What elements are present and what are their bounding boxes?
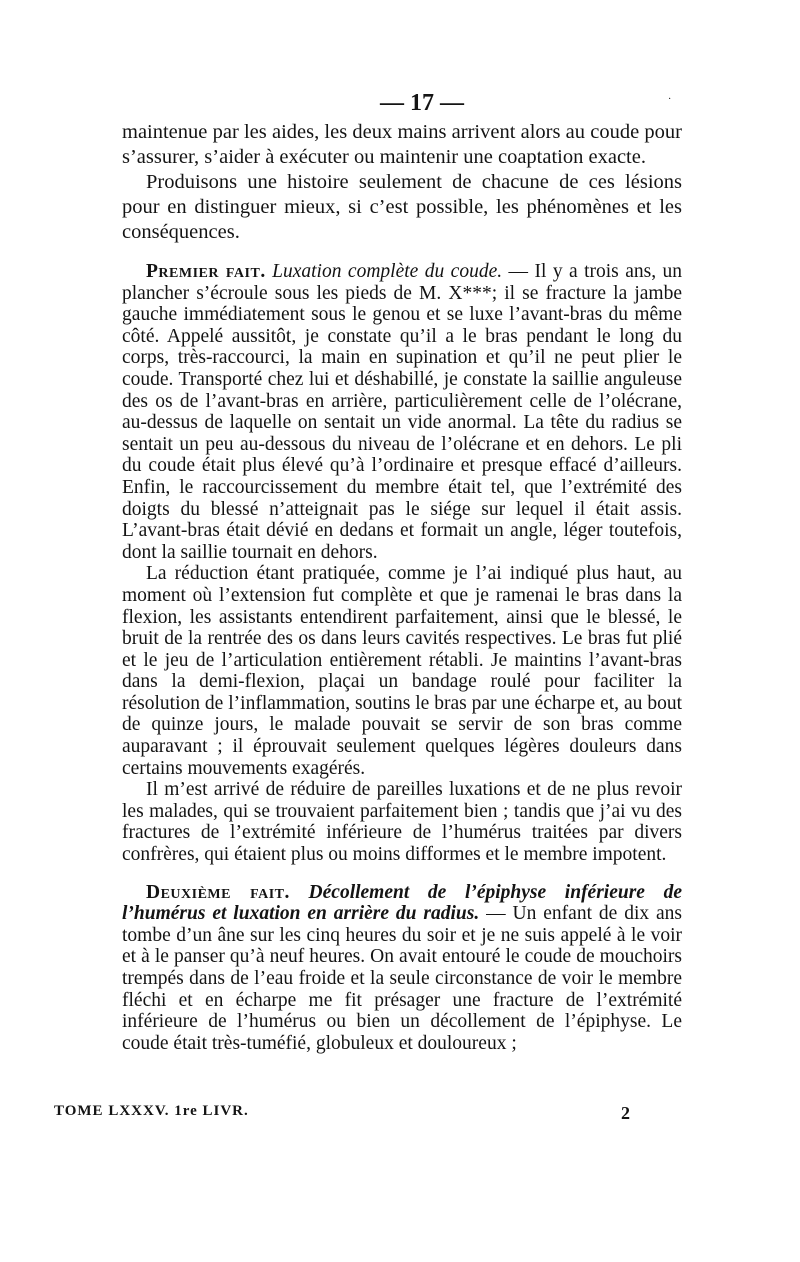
case-1-paragraph-1 xyxy=(122,261,682,563)
signature-mark: 2 xyxy=(621,1103,630,1123)
volume-label: TOME LXXXV. 1re LIVR. xyxy=(54,1103,249,1119)
case-2-title: Décollement de l’épiphyse inférieure de l’humérus et luxation en arrière du radius. xyxy=(122,881,683,925)
intro-paragraph-1: maintenue par les aides, les deux mains arrivent alors au coude pour s’assurer, s’aider à exécuter ou maintenir une coaptation exacte. xyxy=(122,121,682,168)
page xyxy=(122,86,682,1054)
page-number: — 17 — xyxy=(380,90,464,116)
case-1-paragraph-2: La réduction étant pratiquée, comme je l’ai indiqué plus haut, au moment où l’extension fut complète et que je ramenai le bras dans la flexion, les assistants entendirent parfaitement, ainsi que le blessé, le bruit de la rentrée des os dans leurs cavités respectives. Le bras fut plié et le jeu de l’articulation entièrement rétabli. Je maintins l’avant-bras dans la demi-flexion, plaçai un bandage roulé pour faciliter la résolution de l’inflammation, soutins le bras par une écharpe et, au bout de quinze jours, le malade pouvait se servir de son bras comme auparavant ; il éprouvait seulement quelques légères douleurs dans certains mouvements exagérés. xyxy=(122,563,682,779)
case-1-title: Luxation complète du coude. xyxy=(272,261,503,282)
case-2-section xyxy=(122,882,682,1055)
case-1-paragraph-3: Il m’est arrivé de réduire de pareilles luxations et de ne plus revoir les malades, qui se trouvaient parfaitement bien ; tandis que j’ai vu des fractures de l’extrémité inférieure de l’humérus traitées par divers confrères, qui étaient plus ou moins difformes et le membre impotent. xyxy=(122,779,682,866)
intro-section xyxy=(122,120,682,245)
intro-paragraph-2: Produisons une histoire seulement de chacune de ces lésions pour en distinguer mieux, si c’est possible, les phénomènes et les conséquences. xyxy=(122,171,682,243)
case-1-section xyxy=(122,261,682,866)
page-footer xyxy=(54,1103,630,1123)
case-2-label: Deuxième fait. xyxy=(146,881,290,903)
case-1-label: Premier fait. xyxy=(146,261,266,282)
case-2-paragraph-1 xyxy=(122,882,682,1055)
case-1-text: — Il y a trois ans, un plancher s’écroule sous les pieds de M. X***; il se fracture la jambe gauche immédiatement sous le genou et se luxe l’avant-bras du même côté. Appelé aussitôt, je constate qu’il a le bras pendant le long du corps, très-raccourci, la main en supination et qu’il ne peut plier le coude. Transporté chez lui et déshabillé, je constate la saillie anguleuse des os de l’avant-bras en arrière, particulièrement celle de l’olécrane, au-dessus de laquelle on sentait un vide anormal. La tête du radius se sentait un peu au-dessous du niveau de l’olécrane et en dehors. Le pli du coude était plus élevé qu’à l’ordinaire et presque effacé d’ailleurs. Enfin, le raccourcissement du membre était tel, que l’extrémité des doigts du blessé n’atteignait pas le siége sur lequel il était assis. L’avant-bras était dévié en dedans et formait un angle, léger toutefois, dont la saillie tournait en dehors. xyxy=(122,261,683,563)
header-mark: · xyxy=(668,94,672,105)
case-2-text: — Un enfant de dix ans tombe d’un âne sur les cinq heures du soir et je ne suis appelé à le voir et à le panser qu’à neuf heures. On avait entouré le coude de mouchoirs trempés dans de l’eau froide et la seule circonstance de voir le membre fléchi et en écharpe me fit présager une fracture de l’extrémité inférieure de l’humérus ou bien un décollement de l’épiphyse. Le coude était très-tuméfié, globuleux et douloureux ; xyxy=(122,903,682,1054)
